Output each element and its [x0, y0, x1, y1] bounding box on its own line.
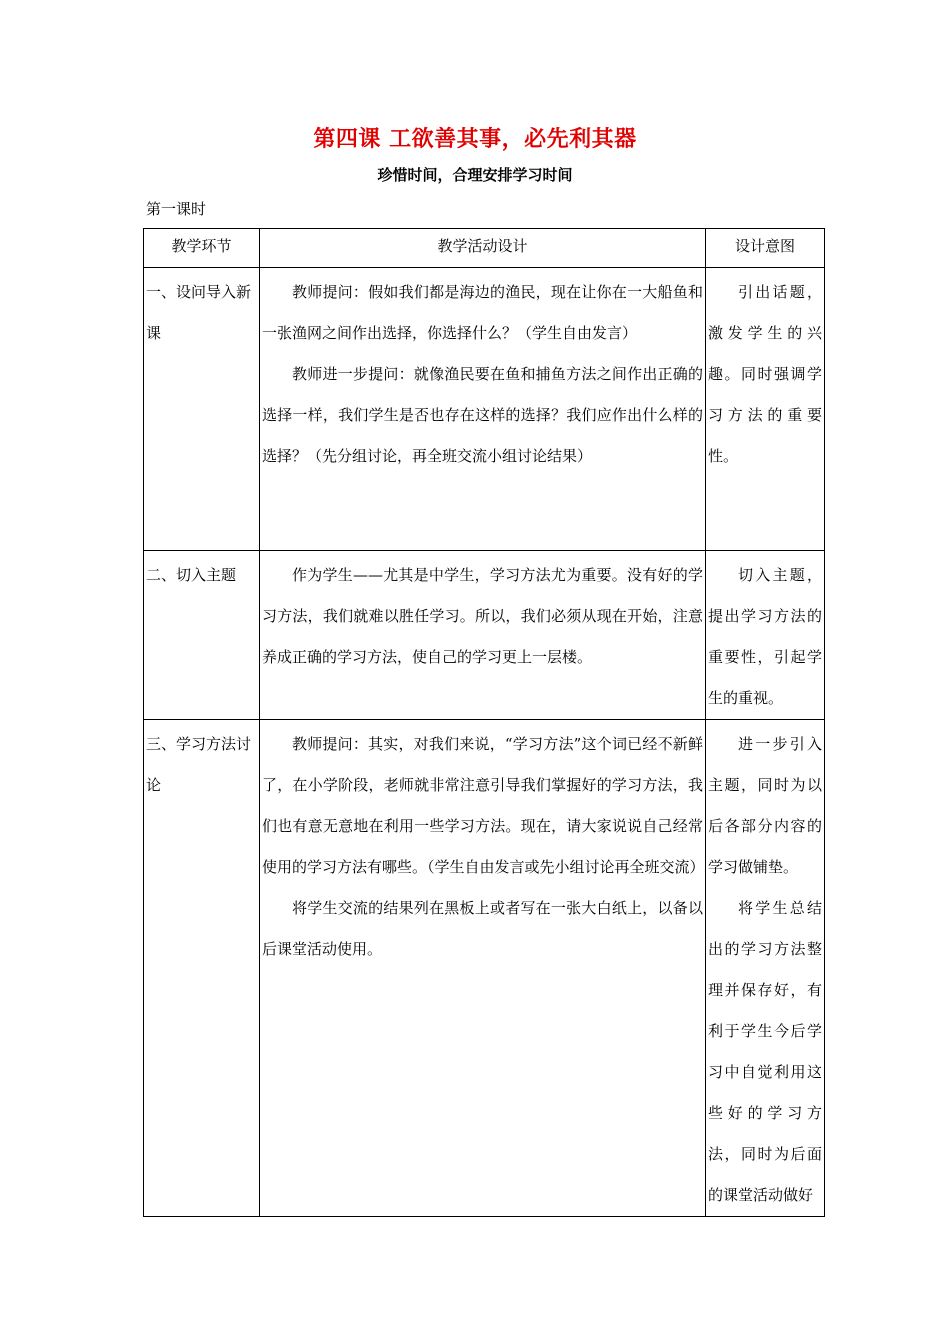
intent-paragraph: 引出话题，激发学生的兴趣。同时强调学习方法的重要性。 [708, 283, 822, 465]
intent-cell [706, 720, 825, 1217]
intent-paragraph: 进一步引入主题，同时为以后各部分内容的学习做铺垫。 [708, 735, 822, 876]
intent-cell [706, 268, 825, 551]
stage-cell: 一、设问导入新课 [144, 268, 260, 551]
activity-paragraph: 教师提问：假如我们都是海边的渔民，现在让你在一大船鱼和一张渔网之间作出选择，你选择什么？（学生自由发言） [262, 283, 703, 342]
intent-cell [706, 551, 825, 720]
activity-paragraph: 作为学生——尤其是中学生，学习方法尤为重要。没有好的学习方法，我们就难以胜任学习。所以，我们必须从现在开始，注意养成正确的学习方法，使自己的学习更上一层楼。 [262, 566, 703, 666]
activity-cell [260, 268, 706, 551]
header-activity: 教学活动设计 [260, 229, 706, 268]
page-title: 第四课 工欲善其事，必先利其器 [313, 127, 637, 152]
intent-paragraph: 切入主题，提出学习方法的重要性，引起学生的重视。 [708, 566, 822, 707]
page-subtitle: 珍惜时间，合理安排学习时间 [377, 166, 573, 184]
table-row [144, 268, 825, 551]
stage-cell: 三、学习方法讨论 [144, 720, 260, 1217]
activity-paragraph: 教师进一步提问：就像渔民要在鱼和捕鱼方法之间作出正确的选择一样，我们学生是否也存在这样的选择？我们应作出什么样的选择？（先分组讨论，再全班交流小组讨论结果） [262, 365, 703, 465]
table-header-row [144, 229, 825, 268]
activity-paragraph: 将学生交流的结果列在黑板上或者写在一张大白纸上，以备以后课堂活动使用。 [262, 899, 703, 958]
activity-cell [260, 551, 706, 720]
lesson-period: 第一课时 [146, 200, 207, 218]
activity-paragraph: 教师提问：其实，对我们来说，“学习方法”这个词已经不新鲜了，在小学阶段，老师就非常注意引导我们掌握好的学习方法，我们也有意无意地在利用一些学习方法。现在，请大家说说自己经常使用的学习方法有哪些。（学生自由发言或先小组讨论再全班交流） [262, 735, 705, 876]
activity-cell [260, 720, 706, 1217]
table-row [144, 551, 825, 720]
table-row [144, 720, 825, 1217]
intent-paragraph: 将学生总结出的学习方法整理并保存好，有利于学生今后学习中自觉利用这些好的学习方法，同时为后面的课堂活动做好 [708, 899, 822, 1204]
stage-cell: 二、切入主题 [144, 551, 260, 720]
lesson-plan-table [143, 228, 825, 1217]
header-intent: 设计意图 [706, 229, 825, 268]
header-stage: 教学环节 [144, 229, 260, 268]
